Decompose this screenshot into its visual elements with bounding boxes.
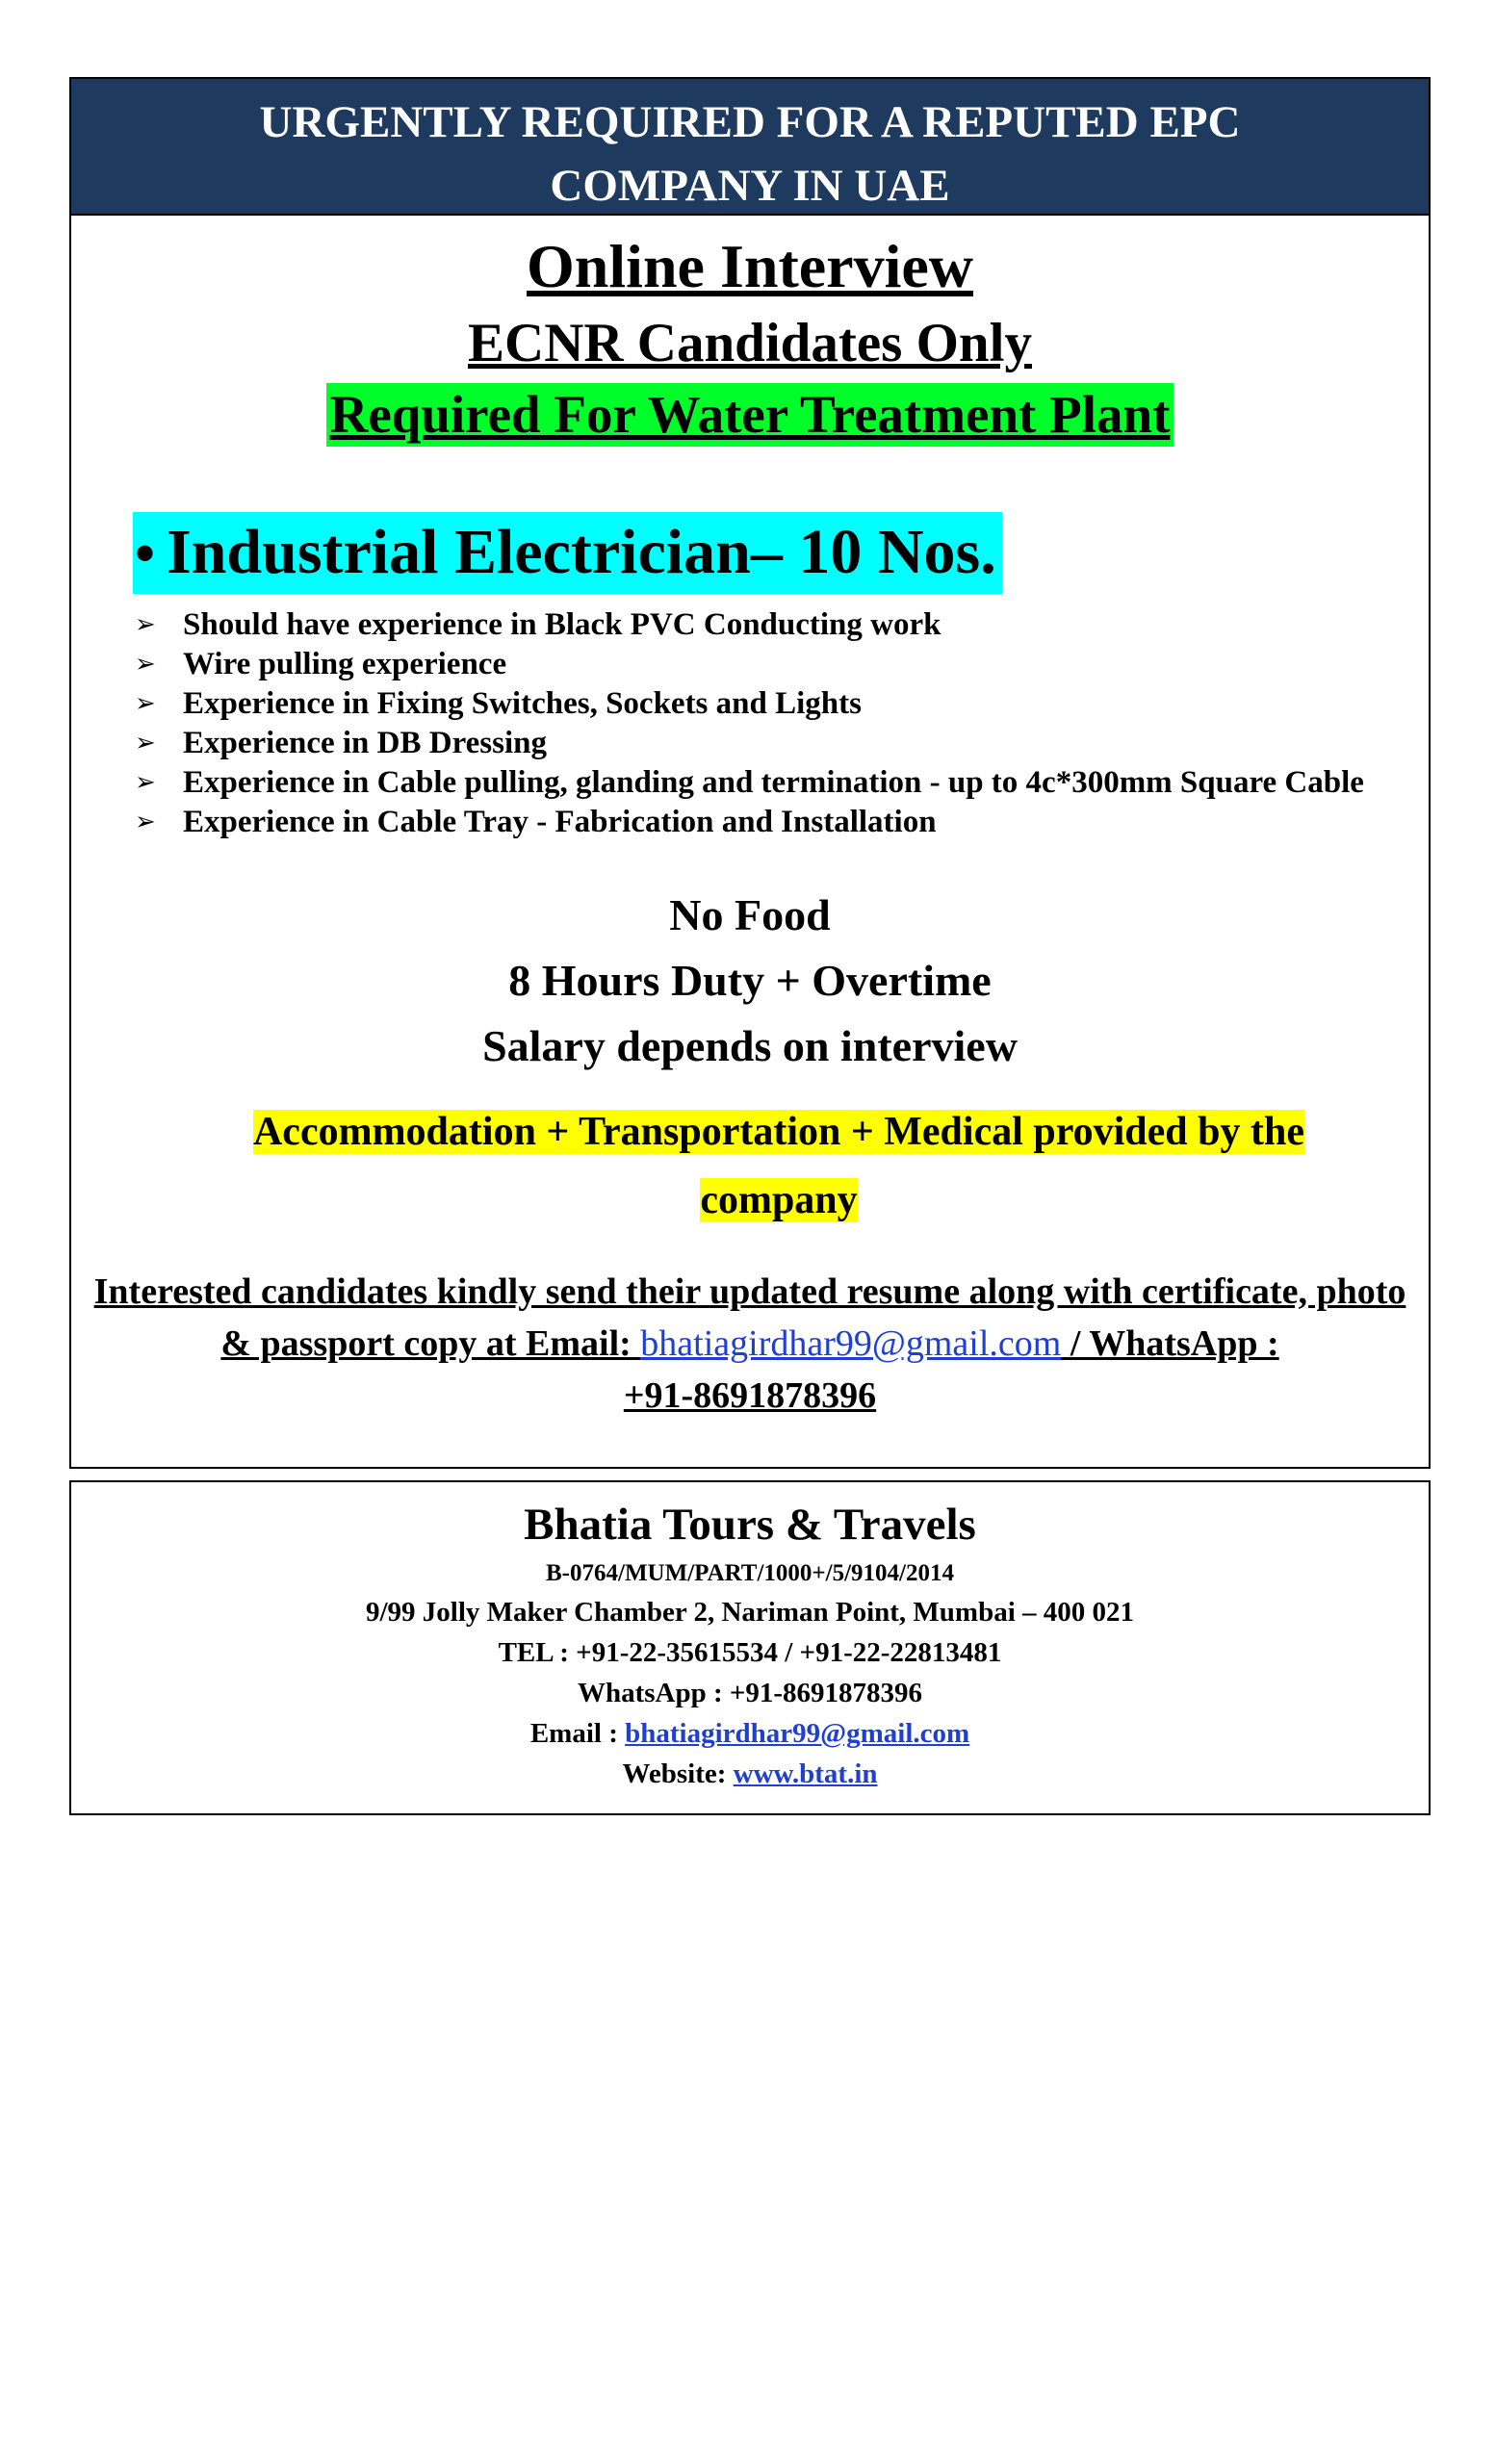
apply-whatsapp-label: / WhatsApp : (1061, 1323, 1279, 1364)
agency-license: B-0764/MUM/PART/1000+/5/9104/2014 (546, 1560, 954, 1586)
position-title (133, 512, 1002, 594)
agency-name: Bhatia Tours & Travels (524, 1500, 976, 1550)
term-duty: 8 Hours Duty + Overtime (508, 956, 992, 1005)
title-ecnr: ECNR Candidates Only (468, 313, 1032, 373)
benefits-wrap (71, 1102, 1429, 1239)
list-item: ➢ Should have experience in Black PVC Conducting work (135, 605, 1429, 645)
apply-email-link[interactable]: bhatiagirdhar99@gmail.com (640, 1323, 1062, 1364)
list-item: ➢ Experience in Fixing Switches, Sockets and Lights (135, 684, 1429, 724)
header-banner (71, 79, 1429, 216)
apply-text: Interested candidates kindly send their updated resume along with certificate, photo & passport copy at Email: (93, 1271, 1406, 1364)
list-item: ➢ Experience in Cable Tray - Fabrication and Installation (135, 803, 1429, 842)
term-salary: Salary depends on interview (482, 1021, 1018, 1070)
job-advert-box (69, 77, 1431, 1469)
agency-email-label: Email : (529, 1718, 626, 1749)
bullet-icon: • (135, 522, 156, 585)
requirements-list (71, 605, 1429, 842)
position-title-text: Industrial Electrician– 10 Nos. (167, 517, 996, 587)
agency-email-row (71, 1713, 1429, 1754)
position-wrap (133, 512, 1429, 594)
arrow-bullet-icon: ➢ (135, 610, 156, 639)
agency-website-row (71, 1754, 1429, 1794)
arrow-bullet-icon: ➢ (135, 729, 156, 757)
header-line-2: COMPANY IN UAE (550, 161, 950, 211)
title-plant-wrap (71, 383, 1429, 462)
list-item: ➢ Experience in DB Dressing (135, 724, 1429, 763)
agency-address: 9/99 Jolly Maker Chamber 2, Nariman Point, Mumbai – 400 021 (365, 1597, 1135, 1628)
title-water-treatment-plant: Required For Water Treatment Plant (326, 383, 1174, 447)
agency-website-label: Website: (622, 1758, 734, 1789)
apply-instructions (71, 1266, 1429, 1422)
arrow-bullet-icon: ➢ (135, 689, 156, 718)
title-online-interview: Online Interview (527, 232, 973, 300)
header-line-1: URGENTLY REQUIRED FOR A REPUTED EPC (259, 97, 1241, 147)
list-item: ➢ Wire pulling experience (135, 645, 1429, 684)
arrow-bullet-icon: ➢ (135, 650, 156, 679)
agency-whatsapp: WhatsApp : +91-8691878396 (577, 1678, 923, 1708)
agency-website-link[interactable]: www.btat.in (733, 1758, 878, 1789)
list-item: ➢ Experience in Cable pulling, glanding and termination - up to 4c*300mm Square Cable (135, 763, 1429, 803)
arrow-bullet-icon: ➢ (135, 808, 156, 836)
employment-terms (71, 883, 1429, 1079)
apply-whatsapp-number: +91-8691878396 (623, 1375, 877, 1416)
agency-footer (69, 1480, 1431, 1815)
term-food: No Food (669, 890, 831, 939)
agency-email-link[interactable]: bhatiagirdhar99@gmail.com (625, 1718, 970, 1749)
arrow-bullet-icon: ➢ (135, 768, 156, 797)
agency-telephone: TEL : +91-22-35615534 / +91-22-22813481 (498, 1637, 1002, 1668)
benefits-text: Accommodation + Transportation + Medical provided by the company (252, 1110, 1305, 1222)
